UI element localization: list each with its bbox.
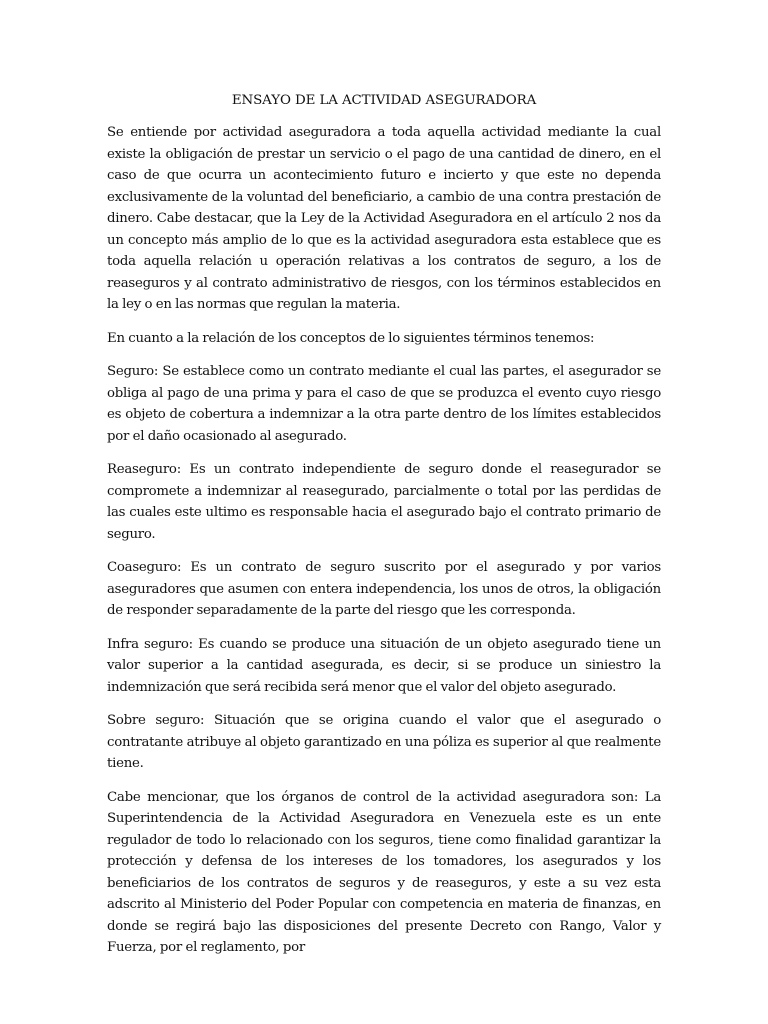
paragraph-sobre-seguro: Sobre seguro: Situación que se origina cuando el valor que el asegurado o contratante atribuye al objeto garantizado en una póliza es superior al que realmente tiene. <box>107 713 661 771</box>
paragraph-reaseguro: Reaseguro: Es un contrato independiente de seguro donde el reasegurador se compromete a indemnizar al reasegurado, parcialmente o total por las perdidas de las cuales este ultimo es responsable hacia el asegurado bajo el contrato primario de seguro. <box>107 462 661 542</box>
paragraph-coaseguro: Coaseguro: Es un contrato de seguro suscrito por el asegurado y por varios aseguradores que asumen con entera independencia, los unos de otros, la obligación de responder separadamente de la parte del riesgo que les corresponda. <box>107 560 661 618</box>
paragraph-seguro: Seguro: Se establece como un contrato mediante el cual las partes, el asegurador se obliga al pago de una prima y para el caso de que se produzca el evento cuyo riesgo es objeto de cobertura a indemnizar a la otra parte dentro de los límites establecidos por el daño ocasionado al asegurado. <box>107 364 661 444</box>
document-title: ENSAYO DE LA ACTIVIDAD ASEGURADORA <box>231 93 537 108</box>
paragraph-infra-seguro: Infra seguro: Es cuando se produce una situación de un objeto asegurado tiene un valor superior a la cantidad asegurada, es decir, si se produce un siniestro la indemnización que será recibida será menor que el valor del objeto asegurado. <box>107 636 661 695</box>
paragraph-terms-lead: En cuanto a la relación de los conceptos de lo siguientes términos tenemos: <box>107 330 595 346</box>
paragraph-intro: Se entiende por actividad aseguradora a toda aquella actividad mediante la cual existe la obligación de prestar un servicio o el pago de una cantidad de dinero, en el caso de que ocurra un acontecimiento futuro e incierto y que este no dependa exclusivamente de la voluntad del beneficiario, a cambio de una contra prestación de dinero. Cabe destacar, que la Ley de la Actividad Aseguradora en el artículo 2 nos da un concepto más amplio de lo que es la actividad aseguradora esta establece que es toda aquella relación u operación relativas a los contratos de seguro, a los de reaseguros y al contrato administrativo de riesgos, con los términos establecidos en la ley o en las normas que regulan la materia. <box>107 125 661 312</box>
paragraph-organos-control: Cabe mencionar, que los órganos de control de la actividad aseguradora son: La Superintendencia de la Actividad Aseguradora en Venezuela este es un ente regulador de todo lo relacionado con los seguros, tiene como finalidad garantizar la protección y defensa de los intereses de los tomadores, los asegurados y los beneficiarios de los contratos de seguros y de reaseguros, y este a su vez esta adscrito al Ministerio del Poder Popular con competencia en materia de finanzas, en donde se regirá bajo las disposiciones del presente Decreto con Rango, Valor y Fuerza, por el reglamento, por <box>107 789 661 955</box>
document-body <box>107 91 661 971</box>
